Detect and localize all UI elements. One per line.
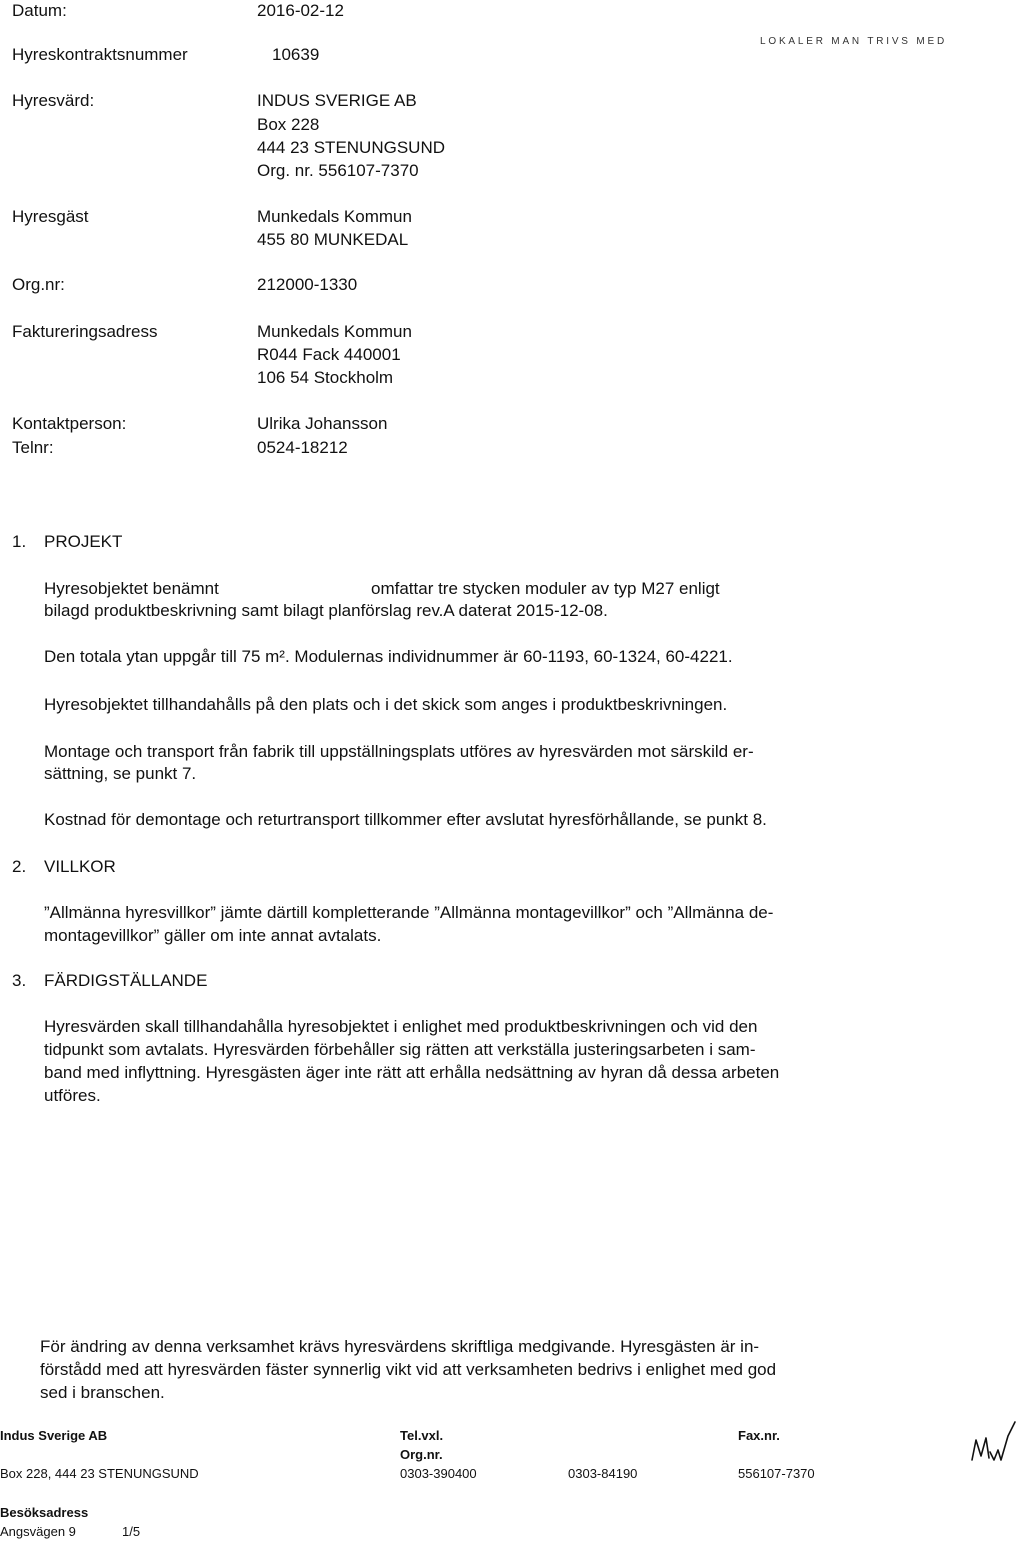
contact-person-label: Kontaktperson: <box>12 414 127 433</box>
handwritten-initials <box>968 1416 1022 1472</box>
orgnr-value: 212000-1330 <box>257 275 358 294</box>
closing-text: För ändring av denna verksamhet krävs hyresvärdens skriftliga medgivande. Hyresgästen är in- <box>40 1337 760 1356</box>
landlord-line: 444 23 STENUNGSUND <box>257 138 446 157</box>
billing-address-line: 106 54 Stockholm <box>257 368 394 387</box>
date-value: 2016-02-12 <box>257 1 344 20</box>
date-label: Datum: <box>12 1 67 20</box>
footer-address: Box 228, 444 23 STENUNGSUND <box>0 1466 199 1481</box>
footer-fax-value: 0303-84190 <box>568 1466 638 1481</box>
paragraph-text: sättning, se punkt 7. <box>44 764 197 783</box>
paragraph-text: tidpunkt som avtalats. Hyresvärden förbehåller sig rätten att verkställa justeringsarbeten i sam- <box>44 1040 756 1059</box>
footer-visit-value: Angsvägen 9 <box>0 1524 76 1539</box>
paragraph-text: Montage och transport från fabrik till uppställningsplats utföres av hyresvärden mot särskild er- <box>44 742 754 761</box>
paragraph-text: utföres. <box>44 1086 101 1105</box>
billing-address-line: R044 Fack 440001 <box>257 345 401 364</box>
paragraph-text: band med inflyttning. Hyresgästen äger inte rätt att erhålla nedsättning av hyran då dessa arbeten <box>44 1063 780 1082</box>
footer-tel-label: Tel.vxl. <box>400 1428 444 1443</box>
company-tagline: LOKALER MAN TRIVS MED <box>760 36 947 47</box>
orgnr-label: Org.nr: <box>12 275 65 294</box>
tenant-line: 455 80 MUNKEDAL <box>257 230 409 249</box>
closing-text: sed i branschen. <box>40 1383 165 1402</box>
section-title: PROJEKT <box>44 532 123 551</box>
landlord-label: Hyresvärd: <box>12 91 95 110</box>
paragraph-text: Hyresobjektet benämnt <box>44 579 219 598</box>
paragraph-text: Den totala ytan uppgår till 75 m². Modulernas individnummer är 60-1193, 60-1324, 60-4221. <box>44 647 733 666</box>
paragraph-text: omfattar tre stycken moduler av typ M27 enligt <box>371 579 720 598</box>
footer-company: Indus Sverige AB <box>0 1428 108 1443</box>
contract-number-value: 10639 <box>272 45 320 64</box>
contract-number-label: Hyreskontraktsnummer <box>12 45 188 64</box>
footer-orgnr-label: Org.nr. <box>400 1447 443 1462</box>
paragraph-text: montagevillkor” gäller om inte annat avtalats. <box>44 926 382 945</box>
section-number: 1. <box>12 532 27 551</box>
tenant-label: Hyresgäst <box>12 207 89 226</box>
section-number: 3. <box>12 971 27 990</box>
billing-address-line: Munkedals Kommun <box>257 322 412 341</box>
section-title: VILLKOR <box>44 857 116 876</box>
paragraph-text: Kostnad för demontage och returtransport tillkommer efter avslutat hyresförhållande, se punkt 8. <box>44 810 767 829</box>
footer-tel-value: 0303-390400 <box>400 1466 477 1481</box>
billing-address-label: Faktureringsadress <box>12 322 158 341</box>
section-title: FÄRDIGSTÄLLANDE <box>44 971 208 990</box>
landlord-line: Box 228 <box>257 115 320 134</box>
section-number: 2. <box>12 857 27 876</box>
footer-orgnr-value: 556107-7370 <box>738 1466 815 1481</box>
phone-value: 0524-18212 <box>257 438 348 457</box>
paragraph-text: bilagd produktbeskrivning samt bilagt planförslag rev.A daterat 2015-12-08. <box>44 601 608 620</box>
paragraph-text: Hyresobjektet tillhandahålls på den plats och i det skick som anges i produktbeskrivningen. <box>44 695 728 714</box>
paragraph-text: ”Allmänna hyresvillkor” jämte därtill kompletterande ”Allmänna montagevillkor” och ”Allmänna de- <box>44 903 774 922</box>
page-number: 1/5 <box>122 1524 141 1539</box>
contact-person-value: Ulrika Johansson <box>257 414 388 433</box>
footer-visit-label: Besöksadress <box>0 1505 89 1520</box>
landlord-line: INDUS SVERIGE AB <box>257 91 417 110</box>
footer-fax-label: Fax.nr. <box>738 1428 780 1443</box>
tenant-line: Munkedals Kommun <box>257 207 412 226</box>
phone-label: Telnr: <box>12 438 54 457</box>
paragraph-text: Hyresvärden skall tillhandahålla hyresobjektet i enlighet med produktbeskrivningen och vid den <box>44 1017 758 1036</box>
closing-text: förstådd med att hyresvärden fäster synnerlig vikt vid att verksamheten bedrivs i enlighet med god <box>40 1360 777 1379</box>
landlord-line: Org. nr. 556107-7370 <box>257 161 419 180</box>
